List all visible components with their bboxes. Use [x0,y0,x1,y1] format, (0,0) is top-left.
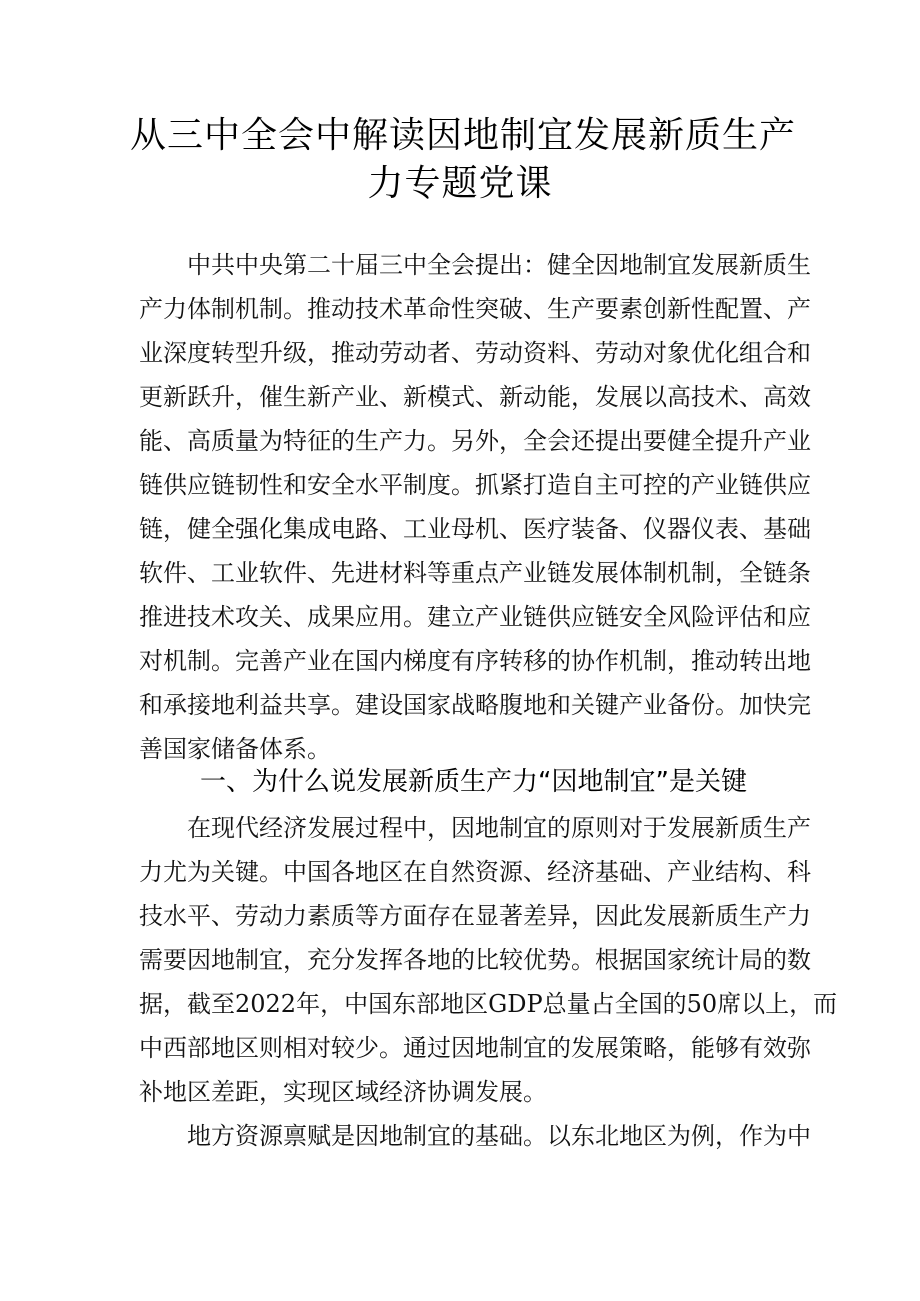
paragraph-1-line: 对机制。完善产业在国内梯度有序转移的协作机制，推动转出地 [139,647,811,675]
paragraph-1-line: 软件、工业软件、先进材料等重点产业链发展体制机制，全链条 [139,559,811,587]
paragraph-2-line: 力尤为关键。中国各地区在自然资源、经济基础、产业结构、科 [139,858,811,886]
paragraph-1-line: 链，健全强化集成电路、工业母机、医疗装备、仪器仪表、基础 [139,515,811,543]
paragraph-2-line: 在现代经济发展过程中，因地制宜的原则对于发展新质生产 [187,814,811,842]
paragraph-1-line: 善国家储备体系。 [139,735,331,763]
section-heading-1: 一、为什么说发展新质生产力“因地制宜”是关键 [200,767,747,797]
paragraph-1-line: 能、高质量为特征的生产力。另外，全会还提出要健全提升产业 [139,427,811,455]
paragraph-1-line: 产力体制机制。推动技术革命性突破、生产要素创新性配置、产 [139,295,811,323]
paragraph-3-line: 地方资源禀赋是因地制宜的基础。以东北地区为例，作为中 [187,1122,811,1150]
paragraph-2-line: 中西部地区则相对较少。通过因地制宜的发展策略，能够有效弥 [139,1034,811,1062]
paragraph-2-line: 补地区差距，实现区域经济协调发展。 [139,1078,547,1106]
paragraph-2-line: 技水平、劳动力素质等方面存在显著差异，因此发展新质生产力 [139,902,811,930]
paragraph-1-line: 链供应链韧性和安全水平制度。抓紧打造自主可控的产业链供应 [139,471,811,499]
paragraph-1-line: 推进技术攻关、成果应用。建立产业链供应链安全风险评估和应 [139,603,811,631]
paragraph-2-line: 据，截至2022年，中国东部地区GDP总量占全国的50席以上，而 [139,990,838,1018]
paragraph-1-line: 更新跃升，催生新产业、新模式、新动能，发展以高技术、高效 [139,383,811,411]
document-title-line-2: 力专题党课 [367,163,553,204]
paragraph-2-line: 需要因地制宜，充分发挥各地的比较优势。根据国家统计局的数 [139,946,811,974]
paragraph-1-line: 业深度转型升级，推动劳动者、劳动资料、劳动对象优化组合和 [139,339,811,367]
document-title-line-1: 从三中全会中解读因地制宜发展新质生产 [130,115,797,156]
paragraph-1-line: 和承接地利益共享。建设国家战略腹地和关键产业备份。加快完 [139,691,811,719]
paragraph-1-line: 中共中央第二十届三中全会提出：健全因地制宜发展新质生 [187,251,811,279]
